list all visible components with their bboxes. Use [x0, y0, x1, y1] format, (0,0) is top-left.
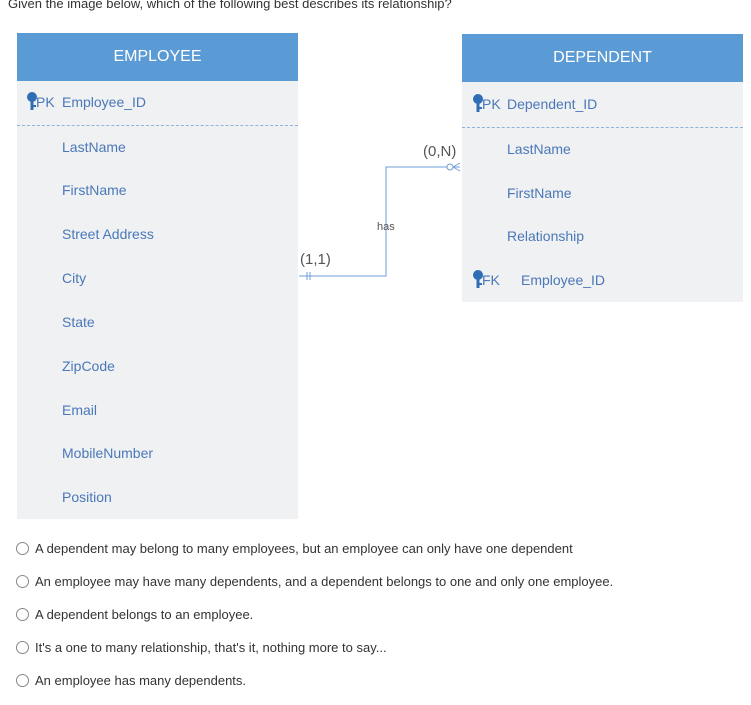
employee-pk-tag: PK: [36, 94, 55, 110]
dependent-attribute: FirstName: [507, 185, 572, 201]
radio-button[interactable]: [16, 542, 29, 555]
dependent-attribute: LastName: [507, 141, 571, 157]
employee-attribute: State: [62, 314, 95, 330]
dependent-fk-tag: FK: [482, 272, 500, 288]
radio-button[interactable]: [16, 608, 29, 621]
dependent-cardinality: (0,N): [423, 143, 457, 160]
option-text: A dependent may belong to many employees, but an employee can only have one dependent: [35, 540, 573, 556]
crow-foot-mark: [453, 167, 460, 171]
radio-button[interactable]: [16, 575, 29, 588]
employee-attribute: Street Address: [62, 226, 154, 242]
question-text: Given the image below, which of the following best describes its relationship?: [8, 0, 452, 11]
crow-foot-mark: [453, 163, 460, 167]
radio-button[interactable]: [16, 674, 29, 687]
answer-option-3[interactable]: [16, 603, 253, 625]
answer-option-2[interactable]: [16, 570, 613, 592]
dependent-pk-field: Dependent_ID: [507, 96, 598, 112]
employee-attribute: Email: [62, 402, 98, 418]
answer-option-5[interactable]: [16, 669, 246, 691]
employee-attribute: ZipCode: [62, 358, 115, 374]
answer-option-4[interactable]: [16, 636, 387, 658]
option-text: An employee may have many dependents, and a dependent belongs to one and only one employee.: [35, 573, 614, 589]
dependent-fk-field: Employee_ID: [521, 272, 606, 288]
dependent-pk-tag: PK: [482, 96, 501, 112]
employee-attribute: LastName: [62, 139, 126, 155]
employee-attribute: Position: [62, 489, 112, 505]
employee-pk-field: Employee_ID: [62, 94, 147, 110]
employee-attribute: City: [62, 270, 87, 286]
employee-attribute: FirstName: [62, 182, 127, 198]
radio-button[interactable]: [16, 641, 29, 654]
option-text: It's a one to many relationship, that's it, nothing more to say...: [35, 639, 387, 655]
relationship-label: has: [377, 221, 395, 233]
option-text: A dependent belongs to an employee.: [35, 606, 254, 622]
employee-cardinality: (1,1): [300, 251, 331, 268]
employee-title: EMPLOYEE: [113, 48, 202, 65]
employee-attribute: MobileNumber: [62, 445, 154, 461]
dependent-title: DEPENDENT: [553, 49, 652, 66]
answer-option-1[interactable]: [16, 537, 573, 559]
zero-mark: [447, 164, 453, 170]
dependent-attribute: Relationship: [507, 228, 585, 244]
option-text: An employee has many dependents.: [35, 672, 247, 688]
